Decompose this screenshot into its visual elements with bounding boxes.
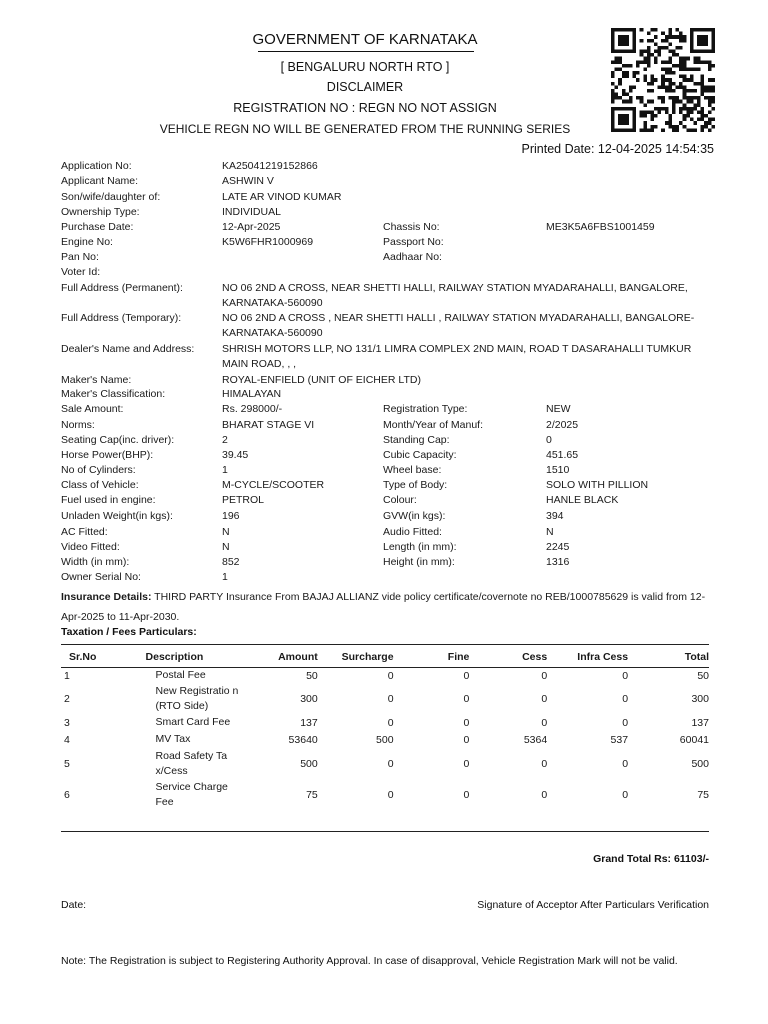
taxation-title: Taxation / Fees Particulars: — [61, 626, 197, 638]
video-fitted-value: N — [222, 541, 230, 553]
ac-fitted-value: N — [222, 526, 230, 538]
document-title: GOVERNMENT OF KARNATAKA — [252, 31, 478, 48]
cell-infra-cess: 0 — [622, 716, 629, 729]
cell-amount: 500 — [300, 757, 318, 770]
chassis-value: ME3K5A6FBS1001459 — [546, 221, 655, 233]
length-label: Length (in mm): — [383, 541, 457, 553]
signature-label: Signature of Acceptor After Particulars Verification — [477, 899, 709, 911]
cell-description: MV Tax — [155, 733, 191, 745]
printed-date: Printed Date: 12-04-2025 14:54:35 — [521, 142, 714, 156]
cell-total: 60041 — [679, 733, 709, 746]
address-permanent-label: Full Address (Permanent): — [61, 282, 183, 294]
title-underline — [258, 51, 474, 52]
insurance-label: Insurance Details: — [61, 591, 152, 603]
col-cess: Cess — [522, 650, 548, 663]
aadhaar-label: Aadhaar No: — [383, 251, 442, 263]
insurance-details — [61, 587, 711, 627]
cell-description: Service Charge Fee — [155, 780, 228, 808]
cell-cess: 5364 — [523, 733, 548, 746]
engine-value: K5W6FHR1000969 — [222, 236, 314, 248]
applicant-name-value: ASHWIN V — [222, 175, 274, 187]
cubic-capacity-label: Cubic Capacity: — [383, 449, 457, 461]
classification-label: Maker's Classification: — [61, 388, 166, 400]
wheel-base-label: Wheel base: — [383, 464, 442, 476]
date-label: Date: — [61, 899, 87, 911]
body-type-label: Type of Body: — [383, 479, 448, 491]
cell-infra-cess: 0 — [622, 693, 629, 705]
cell-cess: 0 — [541, 716, 548, 729]
registration-note: Note: The Registration is subject to Registering Authority Approval. In case of disapproval, Vehicle Registration Mark will not be valid. — [61, 955, 678, 967]
insurance-text: THIRD PARTY Insurance From BAJAJ ALLIANZ vide policy certificate/covernote no REB/1000785629 is valid from 12-Apr-2025 to 11-Apr-2030. — [61, 591, 706, 623]
purchase-date-value: 12-Apr-2025 — [222, 221, 281, 233]
engine-label: Engine No: — [61, 236, 113, 248]
cell-cess: 0 — [541, 693, 548, 705]
cell-total: 75 — [697, 788, 709, 801]
cell-infra-cess: 0 — [622, 788, 629, 801]
relation-value: LATE AR VINOD KUMAR — [222, 191, 342, 203]
cell-srno: 5 — [64, 757, 70, 770]
cell-fine: 0 — [463, 733, 470, 746]
table-bottom-rule — [61, 831, 709, 832]
application-no-value: KA25041219152866 — [222, 160, 318, 172]
seating-value: 2 — [222, 434, 228, 446]
width-label: Width (in mm): — [61, 556, 130, 568]
ac-fitted-label: AC Fitted: — [61, 526, 108, 538]
purchase-date-label: Purchase Date: — [61, 221, 134, 233]
manufacture-value: 2/2025 — [546, 419, 579, 431]
cylinders-label: No of Cylinders: — [61, 464, 136, 476]
width-value: 852 — [222, 556, 240, 568]
pan-label: Pan No: — [61, 251, 99, 263]
cell-infra-cess: 537 — [610, 733, 629, 746]
dealer-value: SHRISH MOTORS LLP, NO 131/1 LIMRA COMPLEX 2ND MAIN, ROAD T DASARAHALLI TUMKUR MAIN ROAD, , , — [222, 343, 692, 370]
cell-surcharge: 0 — [387, 757, 394, 770]
sale-amount-value: Rs. 298000/- — [222, 403, 283, 415]
cell-total: 500 — [691, 757, 709, 770]
registration-type-label: Registration Type: — [383, 403, 468, 415]
unladen-weight-value: 196 — [222, 510, 240, 522]
cell-fine: 0 — [463, 716, 470, 729]
cell-srno: 1 — [64, 669, 70, 682]
cell-surcharge: 0 — [387, 693, 394, 705]
cell-amount: 75 — [306, 788, 318, 801]
ownership-label: Ownership Type: — [61, 206, 140, 218]
owner-serial-value: 1 — [222, 571, 228, 583]
cell-srno: 2 — [64, 693, 70, 705]
seating-label: Seating Cap(inc. driver): — [61, 434, 175, 446]
colour-value: HANLE BLACK — [546, 494, 619, 506]
cell-fine: 0 — [463, 788, 470, 801]
dealer-label: Dealer's Name and Address: — [61, 343, 195, 355]
audio-fitted-label: Audio Fitted: — [383, 526, 442, 538]
video-fitted-label: Video Fitted: — [61, 541, 120, 553]
vehicle-class-value: M-CYCLE/SCOOTER — [222, 479, 325, 491]
cell-cess: 0 — [541, 669, 548, 682]
owner-serial-label: Owner Serial No: — [61, 571, 141, 583]
fees-row — [61, 731, 709, 748]
standing-label: Standing Cap: — [383, 434, 450, 446]
cell-infra-cess: 0 — [622, 669, 629, 682]
colour-label: Colour: — [383, 494, 417, 506]
wheel-base-value: 1510 — [546, 464, 570, 476]
cubic-capacity-value: 451.65 — [546, 449, 579, 461]
fees-row — [61, 684, 709, 714]
cell-description: New Registratio n (RTO Side) — [155, 685, 239, 712]
unladen-weight-label: Unladen Weight(in kgs): — [61, 510, 173, 522]
col-fine: Fine — [447, 650, 470, 663]
standing-value: 0 — [546, 434, 552, 446]
fuel-value: PETROL — [222, 494, 265, 506]
height-value: 1316 — [546, 556, 570, 568]
cell-total: 137 — [691, 716, 709, 729]
ownership-value: INDIVIDUAL — [222, 206, 281, 218]
sale-amount-label: Sale Amount: — [61, 403, 124, 415]
cell-fine: 0 — [463, 669, 470, 682]
fees-row — [61, 779, 709, 810]
horse-power-label: Horse Power(BHP): — [61, 449, 154, 461]
fees-row — [61, 667, 709, 684]
vehicle-class-label: Class of Vehicle: — [61, 479, 139, 491]
rto-name: [ BENGALURU NORTH RTO ] — [280, 60, 450, 74]
cell-description: Postal Fee — [155, 669, 206, 681]
fuel-label: Fuel used in engine: — [61, 494, 156, 506]
passport-label: Passport No: — [383, 236, 444, 248]
col-surcharge: Surcharge — [341, 650, 394, 663]
cylinders-value: 1 — [222, 464, 228, 476]
fees-table — [61, 646, 709, 810]
maker-label: Maker's Name: — [61, 374, 132, 386]
qr-code — [611, 28, 715, 132]
cell-description: Road Safety Ta x/Cess — [155, 749, 228, 777]
cell-surcharge: 0 — [387, 716, 394, 729]
relation-label: Son/wife/daughter of: — [61, 191, 161, 203]
norms-label: Norms: — [61, 419, 95, 431]
audio-fitted-value: N — [546, 526, 554, 538]
cell-amount: 50 — [306, 669, 318, 682]
maker-value: ROYAL-ENFIELD (UNIT OF EICHER LTD) — [222, 374, 421, 386]
cell-total: 300 — [691, 693, 709, 705]
col-amount: Amount — [278, 650, 318, 663]
col-infra-cess: Infra Cess — [577, 650, 629, 663]
cell-amount: 137 — [300, 716, 318, 729]
cell-fine: 0 — [463, 757, 470, 770]
cell-infra-cess: 0 — [622, 757, 629, 770]
application-no-label: Application No: — [61, 160, 132, 172]
fees-row — [61, 748, 709, 779]
gvw-value: 394 — [546, 510, 564, 522]
cell-surcharge: 0 — [387, 788, 394, 801]
cell-cess: 0 — [541, 757, 548, 770]
applicant-name-label: Applicant Name: — [61, 175, 139, 187]
chassis-label: Chassis No: — [383, 221, 440, 233]
classification-value: HIMALAYAN — [222, 388, 282, 400]
vehicle-regn-note: VEHICLE REGN NO WILL BE GENERATED FROM THE RUNNING SERIES — [159, 122, 571, 136]
gvw-label: GVW(in kgs): — [383, 510, 446, 522]
voter-id-label: Voter Id: — [61, 266, 101, 278]
cell-description: Smart Card Fee — [155, 716, 231, 728]
registration-type-value: NEW — [546, 403, 571, 415]
cell-total: 50 — [697, 669, 709, 682]
cell-cess: 0 — [541, 788, 548, 801]
disclaimer-heading: DISCLAIMER — [326, 80, 404, 94]
col-total: Total — [684, 650, 709, 663]
cell-srno: 6 — [64, 788, 70, 801]
col-description: Description — [145, 650, 204, 663]
address-permanent-value: NO 06 2ND A CROSS, NEAR SHETTI HALLI, RAILWAY STATION MYADARAHALLI, BANGALORE, KARNATAKA-560090 — [222, 282, 688, 309]
address-temporary-label: Full Address (Temporary): — [61, 312, 182, 324]
fees-header-row — [61, 646, 709, 667]
height-label: Height (in mm): — [383, 556, 455, 568]
body-type-value: SOLO WITH PILLION — [546, 479, 649, 491]
col-srno: Sr.No — [69, 650, 97, 663]
manufacture-label: Month/Year of Manuf: — [383, 419, 484, 431]
norms-value: BHARAT STAGE VI — [222, 419, 315, 431]
cell-surcharge: 0 — [387, 669, 394, 682]
address-temporary-value: NO 06 2ND A CROSS , NEAR SHETTI HALLI , RAILWAY STATION MYADARAHALLI, BANGALORE-KARNATAKA-560090 — [222, 312, 695, 339]
grand-total: Grand Total Rs: 61103/- — [593, 853, 709, 865]
cell-fine: 0 — [463, 693, 470, 705]
length-value: 2245 — [546, 541, 570, 553]
horse-power-value: 39.45 — [222, 449, 249, 461]
cell-srno: 4 — [64, 733, 70, 746]
cell-amount: 300 — [300, 693, 318, 705]
table-top-rule — [61, 644, 709, 645]
registration-number: REGISTRATION NO : REGN NO NOT ASSIGN — [233, 101, 497, 115]
cell-srno: 3 — [64, 716, 70, 729]
cell-amount: 53640 — [288, 733, 318, 746]
cell-surcharge: 500 — [376, 733, 394, 746]
fees-row — [61, 714, 709, 731]
